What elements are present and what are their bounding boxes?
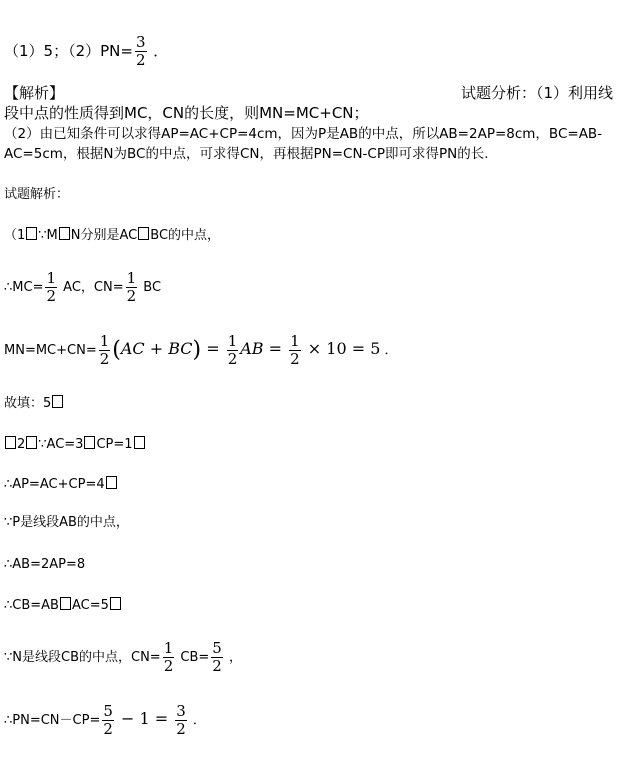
step-text: ∴AP=AC+CP=4 — [4, 477, 105, 492]
fraction-five-halves — [102, 703, 114, 738]
fraction-denominator: 2 — [163, 657, 174, 675]
missing-glyph-box — [26, 227, 37, 240]
math-op: × 10 = 5 — [302, 339, 381, 358]
step-text: ∴CB=AB — [4, 598, 59, 613]
analysis-line-3: AC=5cm，根据N为BC的中点，可求得CN，再根据PN=CN-CP即可求得PN的长. — [4, 146, 489, 162]
missing-glyph-box — [26, 436, 37, 449]
step-5 — [4, 436, 146, 453]
missing-glyph-box — [59, 227, 70, 240]
step-text: MN=MC+CN= — [4, 343, 97, 358]
fraction-denominator: 2 — [290, 350, 300, 368]
fraction-numerator: 3 — [176, 702, 186, 720]
step-text: 故填：5 — [4, 396, 52, 411]
step-text: ∵N是线段CB的中点，CN= — [4, 650, 161, 665]
analysis-line-1: 段中点的性质得到MC，CN的长度，则MN=MC+CN； — [4, 104, 369, 122]
fraction-numerator: 3 — [135, 33, 146, 51]
step-end: ， — [228, 650, 242, 665]
fraction-half — [227, 333, 239, 368]
answer-fraction — [135, 34, 147, 69]
step-text: AC=5 — [71, 598, 109, 613]
fraction-five-halves — [211, 640, 223, 675]
step-text: CP=1 — [96, 437, 133, 452]
missing-glyph-box — [60, 597, 71, 610]
step-text: N分别是AC — [70, 228, 138, 243]
fraction-numerator: 1 — [227, 332, 238, 350]
step-end: ． — [384, 343, 398, 358]
answer-line — [4, 34, 168, 69]
math-var: AC — [120, 339, 145, 358]
step-text: ∴MC= — [4, 280, 44, 295]
math-op: = — [201, 339, 225, 358]
math-op: − 1 = — [115, 709, 174, 728]
fraction-half — [289, 333, 301, 368]
fraction-numerator: 1 — [290, 332, 300, 350]
missing-glyph-box — [5, 436, 16, 449]
missing-glyph-box — [84, 436, 95, 449]
step-4 — [4, 395, 64, 412]
missing-glyph-box — [52, 395, 63, 408]
fraction-numerator: 1 — [163, 639, 174, 657]
missing-glyph-box — [134, 436, 145, 449]
fraction-three-halves — [175, 703, 187, 738]
step-7: ∵P是线段AB的中点， — [4, 515, 129, 530]
step-text: CB= — [180, 650, 210, 665]
fraction-numerator: 5 — [103, 702, 113, 720]
missing-glyph-box — [106, 476, 117, 489]
analysis-header: 试题分析：（1）利用线 — [461, 84, 614, 102]
step-text: BC的中点， — [150, 228, 221, 243]
fraction-numerator: 5 — [212, 639, 222, 657]
step-2 — [4, 270, 161, 305]
paren-open: ( — [112, 337, 121, 363]
jiexi-label: 【解析】 — [4, 84, 65, 102]
missing-glyph-box — [138, 227, 149, 240]
step-8: ∴AB=2AP=8 — [4, 557, 86, 572]
fraction-denominator: 2 — [46, 287, 57, 305]
math-var: AB — [240, 339, 264, 358]
step-10 — [4, 640, 242, 675]
fraction-denominator: 2 — [99, 350, 110, 368]
analysis-line-2: （2）由已知条件可以求得AP=AC+CP=4cm，因为P是AB的中点，所以AB=2AP=8cm，BC=AB- — [4, 126, 603, 142]
step-11 — [4, 703, 206, 738]
fraction-numerator: 1 — [99, 332, 110, 350]
solution-title: 试题解析： — [4, 187, 70, 202]
answer-end: ． — [153, 42, 169, 60]
step-end: ． — [192, 713, 206, 728]
fraction-denominator: 2 — [103, 720, 113, 738]
step-1 — [4, 227, 220, 244]
step-9 — [4, 597, 122, 614]
fraction-half — [126, 270, 138, 305]
paren-close: ) — [192, 337, 202, 363]
step-text: ∵M — [38, 228, 58, 243]
fraction-denominator: 2 — [176, 720, 186, 738]
fraction-denominator: 2 — [135, 51, 146, 69]
fraction-numerator: 1 — [46, 269, 57, 287]
math-var: BC — [168, 339, 193, 358]
fraction-denominator: 2 — [212, 657, 222, 675]
fraction-denominator: 2 — [126, 287, 137, 305]
step-text: AC，CN= — [63, 280, 124, 295]
step-text: 2 — [17, 437, 26, 452]
fraction-half — [45, 270, 57, 305]
step-6 — [4, 476, 118, 493]
math-op: + — [144, 339, 169, 358]
step-3 — [4, 333, 398, 368]
math-op: = — [263, 339, 288, 358]
answer-text: （1）5；（2）PN= — [4, 42, 133, 60]
fraction-denominator: 2 — [227, 350, 238, 368]
fraction-half — [163, 640, 175, 675]
fraction-numerator: 1 — [126, 269, 137, 287]
step-text: BC — [143, 280, 162, 295]
missing-glyph-box — [110, 597, 121, 610]
step-text: ∴PN=CN－CP= — [4, 713, 101, 728]
step-text: ∵AC=3 — [38, 437, 84, 452]
step-text: （1 — [4, 228, 26, 243]
fraction-half — [99, 333, 111, 368]
